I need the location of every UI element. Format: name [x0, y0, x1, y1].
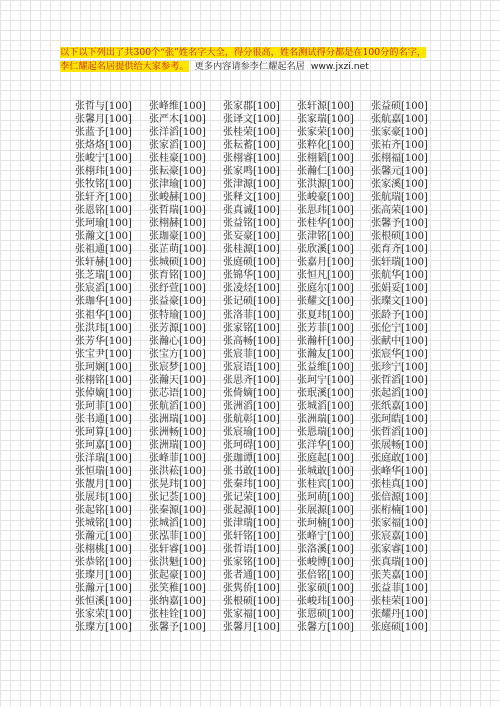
name-entry: 张芳华[100]: [75, 335, 132, 347]
name-entry: 张耘豪[100]: [149, 166, 206, 178]
name-entry: 张桂荣[100]: [223, 127, 280, 139]
name-entry: 张家溪[100]: [371, 179, 428, 191]
name-entry: 张洪魁[100]: [149, 557, 206, 569]
name-entry: 张栩桃[100]: [75, 544, 132, 556]
name-entry: 张洲畅[100]: [149, 426, 206, 438]
name-entry: 张宸嘉[100]: [371, 531, 428, 543]
name-entry: 张栩玮[100]: [75, 166, 132, 178]
website-url: www.jxzi.net: [310, 61, 369, 72]
name-entry: 张轩铭[100]: [223, 531, 280, 543]
name-entry: 张益硕[100]: [371, 101, 428, 112]
name-entry: 张夏玮[100]: [297, 309, 354, 321]
name-entry: 张纾萱[100]: [149, 283, 206, 295]
name-entry: 张轩睿[100]: [149, 544, 206, 556]
name-entry: 张秦玮[100]: [223, 478, 280, 490]
name-list-grid: [75, 100, 435, 634]
name-entry: 张轩赫[100]: [75, 257, 132, 269]
name-entry: 张栩睿[100]: [223, 153, 280, 165]
name-entry: 张秦源[100]: [149, 504, 206, 516]
name-entry: 张洋滔[100]: [149, 127, 206, 139]
name-entry: 张烙烙[100]: [75, 140, 132, 152]
name-entry: 张起豪[100]: [149, 570, 206, 582]
name-entry: 张恩铭[100]: [75, 205, 132, 217]
name-entry: 张锦华[100]: [223, 270, 280, 282]
name-entry: 张恩瑞[100]: [297, 426, 354, 438]
name-entry: 张城滔[100]: [149, 518, 206, 529]
name-entry: 张耘蓄[100]: [223, 140, 280, 152]
name-entry: 张益菲[100]: [371, 583, 428, 595]
name-entry: 张真诚[100]: [223, 205, 280, 217]
name-entry: 张特瑜[100]: [149, 309, 206, 321]
name-entry: 张宸菲[100]: [223, 348, 280, 360]
name-entry: 张牧铭[100]: [75, 179, 132, 191]
name-entry: 张嘉月[100]: [297, 257, 354, 269]
name-entry: 张瀚亓[100]: [75, 583, 132, 595]
name-entry: 张桂华[100]: [297, 218, 354, 230]
name-entry: 张育齐[100]: [371, 244, 428, 256]
name-entry: 张译文[100]: [223, 114, 280, 126]
name-entry: 张宝尹[100]: [75, 348, 132, 360]
name-entry: 张城敢[100]: [297, 465, 354, 477]
name-entry: 张根硕[100]: [371, 231, 428, 243]
name-entry: 张珂皓[100]: [371, 413, 428, 425]
name-entry: 张泓菲[100]: [149, 531, 206, 543]
name-entry: 张真瑞[100]: [371, 557, 428, 569]
name-entry: 张峻博[100]: [297, 557, 354, 569]
name-entry: 张展玮[100]: [75, 491, 132, 503]
name-entry: 张津瑞[100]: [223, 518, 280, 529]
name-entry: 张家郡[100]: [223, 101, 280, 112]
name-entry: 张轩源[100]: [297, 101, 354, 112]
name-entry: 张栩赫[100]: [149, 218, 206, 230]
name-entry: 张者通[100]: [223, 570, 280, 582]
name-entry: 张栩韬[100]: [297, 153, 354, 165]
name-entry: 张洛溪[100]: [297, 544, 354, 556]
name-entry: 张哲滔[100]: [371, 426, 428, 438]
name-entry: 张晃玮[100]: [149, 478, 206, 490]
name-entry: 张宸语[100]: [223, 361, 280, 373]
name-entry: 张峻豪[100]: [297, 192, 354, 204]
name-entry: 张家荣[100]: [75, 609, 132, 621]
name-entry: 张洪玮[100]: [75, 322, 132, 334]
name-entry: 张津铭[100]: [297, 231, 354, 243]
name-entry: 张洋瑞[100]: [75, 452, 132, 464]
name-entry: 张瀚心[100]: [149, 335, 206, 347]
name-entry: 张思齐[100]: [223, 374, 280, 386]
name-entry: 张航滔[100]: [149, 400, 206, 412]
name-entry: 张宸瑜[100]: [223, 426, 280, 438]
name-entry: 张津源[100]: [223, 179, 280, 191]
name-entry: 张献中[100]: [371, 335, 428, 347]
name-entry: 张记荣[100]: [223, 491, 280, 503]
name-entry: 张起铭[100]: [75, 504, 132, 516]
name-entry: 张峰维[100]: [149, 101, 206, 112]
name-entry: 张高畅[100]: [223, 335, 280, 347]
name-entry: 张珍宁[100]: [371, 361, 428, 373]
intro-text: 以下以下列出了共300个“张”姓名字大全，得分很高，姓名测试得分都是在100分的名字，李仁耀起名居提供给大家参考。: [60, 47, 427, 72]
name-entry: 张隽侨[100]: [223, 583, 280, 595]
document-header: [60, 46, 432, 74]
name-entry: 张芙嘉[100]: [371, 570, 428, 582]
name-entry: 张城铭[100]: [75, 518, 132, 529]
name-entry: 张恭铭[100]: [75, 557, 132, 569]
name-entry: 张洲滔[100]: [223, 400, 280, 412]
name-entry: 张馨予[100]: [149, 622, 206, 634]
name-entry: 张哲滔[100]: [371, 374, 428, 386]
name-entry: 张宸梦[100]: [149, 361, 206, 373]
name-entry: 张瀚元[100]: [75, 531, 132, 543]
name-entry: 张家铭[100]: [223, 557, 280, 569]
name-entry: 张珈谭[100]: [223, 452, 280, 464]
name-entry: 张桂源[100]: [223, 244, 280, 256]
name-entry: 张璨月[100]: [75, 570, 132, 582]
name-entry: 张家硕[100]: [297, 583, 354, 595]
name-entry: 张馨月[100]: [75, 114, 132, 126]
name-entry: 张轩瑞[100]: [371, 257, 428, 269]
more-info-text: 更多内容请参李仁耀起名居: [194, 61, 305, 72]
name-entry: 张馨月[100]: [223, 622, 280, 634]
name-entry: 张航瑞[100]: [371, 192, 428, 204]
name-entry: 张宸滔[100]: [75, 283, 132, 295]
name-entry: 张栩福[100]: [371, 153, 428, 165]
name-entry: 张庭起[100]: [297, 452, 354, 464]
name-entry: 张家瑞[100]: [297, 114, 354, 126]
name-entry: 张峻赫[100]: [149, 192, 206, 204]
name-entry: 张展源[100]: [297, 504, 354, 516]
name-entry: 张珂算[100]: [75, 426, 132, 438]
name-entry: 张哲语[100]: [223, 544, 280, 556]
name-entry: 张峰宁[100]: [297, 531, 354, 543]
name-entry: 张珂萌[100]: [297, 491, 354, 503]
name-entry: 张娟妥[100]: [371, 283, 428, 295]
name-entry: 张峰华[100]: [371, 465, 428, 477]
name-entry: 张珂碍[100]: [223, 439, 280, 451]
name-entry: 张耀文[100]: [297, 296, 354, 308]
name-entry: 张家鸣[100]: [223, 166, 280, 178]
name-entry: 张释文[100]: [223, 192, 280, 204]
name-entry: 张芳源[100]: [149, 322, 206, 334]
name-entry: 张家荣[100]: [297, 127, 354, 139]
name-entry: 张桂荣[100]: [371, 596, 428, 608]
name-entry: 张璨文[100]: [371, 296, 428, 308]
name-entry: 张龄予[100]: [371, 309, 428, 321]
name-entry: 张家铭[100]: [223, 322, 280, 334]
name-entry: 张栩铭[100]: [75, 374, 132, 386]
name-entry: 张益铭[100]: [223, 218, 280, 230]
name-entry: 张珂瑜[100]: [75, 218, 132, 230]
name-entry: 张洲瑞[100]: [297, 413, 354, 425]
name-entry: 张桂铨[100]: [149, 609, 206, 621]
name-entry: 张瀚文[100]: [75, 231, 132, 243]
name-entry: 张记硕[100]: [223, 296, 280, 308]
name-entry: 张航华[100]: [371, 270, 428, 282]
name-entry: 张庭硕[100]: [223, 257, 280, 269]
name-entry: 张粹化[100]: [297, 140, 354, 152]
name-entry: 张倬嫡[100]: [75, 387, 132, 399]
name-entry: 张耀丹[100]: [371, 609, 428, 621]
name-entry: 张庭硕[100]: [371, 622, 428, 634]
name-entry: 张祐齐[100]: [371, 140, 428, 152]
name-entry: 张珂楠[100]: [297, 518, 354, 529]
name-entry: 张倍铭[100]: [297, 570, 354, 582]
name-entry: 张恒凡[100]: [297, 270, 354, 282]
name-entry: 张益豪[100]: [149, 296, 206, 308]
name-entry: 张航彰[100]: [223, 413, 280, 425]
name-entry: 张育铭[100]: [149, 270, 206, 282]
name-entry: 张展畅[100]: [371, 439, 428, 451]
name-entry: 张纸嘉[100]: [371, 400, 428, 412]
name-entry: 张家福[100]: [223, 609, 280, 621]
name-entry: 张馨元[100]: [371, 166, 428, 178]
name-entry: 张瀚仁[100]: [297, 166, 354, 178]
name-entry: 张馨予[100]: [371, 218, 428, 230]
name-entry: 张家滔[100]: [149, 140, 206, 152]
name-entry: 张珈华[100]: [75, 296, 132, 308]
name-entry: 张哲与[100]: [75, 101, 132, 112]
name-entry: 张珂娴[100]: [75, 361, 132, 373]
name-entry: 张桂豪[100]: [149, 153, 206, 165]
name-entry: 张靓月[100]: [75, 478, 132, 490]
name-entry: 张瀚友[100]: [297, 348, 354, 360]
name-entry: 张芷萌[100]: [149, 244, 206, 256]
name-entry: 张洋华[100]: [297, 439, 354, 451]
name-entry: 张蓝予[100]: [75, 127, 132, 139]
name-entry: 张洛菲[100]: [223, 309, 280, 321]
name-entry: 张洲瑞[100]: [149, 413, 206, 425]
name-entry: 张伦宁[100]: [371, 322, 428, 334]
name-entry: 张祖华[100]: [75, 309, 132, 321]
name-entry: 张瀚杆[100]: [297, 335, 354, 347]
name-entry: 张洪源[100]: [297, 179, 354, 191]
name-entry: 张妄豪[100]: [223, 231, 280, 243]
name-entry: 张洪菘[100]: [149, 465, 206, 477]
name-entry: 张起滔[100]: [371, 387, 428, 399]
name-entry: 张倚嫡[100]: [223, 387, 280, 399]
name-entry: 张城硕[100]: [149, 257, 206, 269]
name-entry: 张芯语[100]: [149, 387, 206, 399]
name-entry: 张倍源[100]: [371, 491, 428, 503]
name-entry: 张思玮[100]: [297, 205, 354, 217]
name-entry: 张哲瑞[100]: [149, 205, 206, 217]
name-entry: 张珈豪[100]: [149, 231, 206, 243]
name-entry: 张芳菲[100]: [297, 322, 354, 334]
name-entry: 张高荣[100]: [371, 205, 428, 217]
name-entry: 张峰菲[100]: [149, 452, 206, 464]
name-entry: 张书通[100]: [75, 413, 132, 425]
name-entry: 张记荟[100]: [149, 491, 206, 503]
name-entry: 张璨方[100]: [75, 622, 132, 634]
name-entry: 张馨方[100]: [297, 622, 354, 634]
name-entry: 张轩齐[100]: [75, 192, 132, 204]
name-entry: 张津瑜[100]: [149, 179, 206, 191]
name-entry: 张恩硕[100]: [297, 609, 354, 621]
name-entry: 张家睿[100]: [371, 544, 428, 556]
name-entry: 张祖通[100]: [75, 244, 132, 256]
name-entry: 张峻宁[100]: [75, 153, 132, 165]
name-entry: 张恒瑞[100]: [75, 465, 132, 477]
name-entry: 张严木[100]: [149, 114, 206, 126]
name-entry: 张家福[100]: [371, 518, 428, 529]
name-entry: 张笑稚[100]: [149, 583, 206, 595]
name-entry: 张芝瑞[100]: [75, 270, 132, 282]
name-entry: 张起源[100]: [223, 504, 280, 516]
name-entry: 张峻玮[100]: [297, 596, 354, 608]
name-entry: 张家豪[100]: [371, 127, 428, 139]
name-entry: 张纳嘉[100]: [149, 596, 206, 608]
name-entry: 张桁楠[100]: [371, 504, 428, 516]
name-entry: 张珂嘉[100]: [75, 439, 132, 451]
name-entry: 张瀚天[100]: [149, 374, 206, 386]
name-entry: 张庭敢[100]: [371, 452, 428, 464]
name-entry: 张桂真[100]: [371, 478, 428, 490]
name-entry: 张庭尔[100]: [297, 283, 354, 295]
name-entry: 张凌烃[100]: [223, 283, 280, 295]
name-entry: 张城滔[100]: [297, 400, 354, 412]
name-entry: 张宝方[100]: [149, 348, 206, 360]
name-entry: 张珂菲[100]: [75, 400, 132, 412]
name-entry: 张恒溪[100]: [75, 596, 132, 608]
name-entry: 张根硕[100]: [223, 596, 280, 608]
name-entry: 张宸华[100]: [371, 348, 428, 360]
name-entry: 张珉溪[100]: [297, 387, 354, 399]
name-entry: 张欣溪[100]: [297, 244, 354, 256]
name-entry: 张洲瑞[100]: [149, 439, 206, 451]
name-entry: 张书敢[100]: [223, 465, 280, 477]
name-entry: 张航嘉[100]: [371, 114, 428, 126]
name-entry: 张珂宁[100]: [297, 374, 354, 386]
name-entry: 张益维[100]: [297, 361, 354, 373]
name-entry: 张桂宾[100]: [297, 478, 354, 490]
